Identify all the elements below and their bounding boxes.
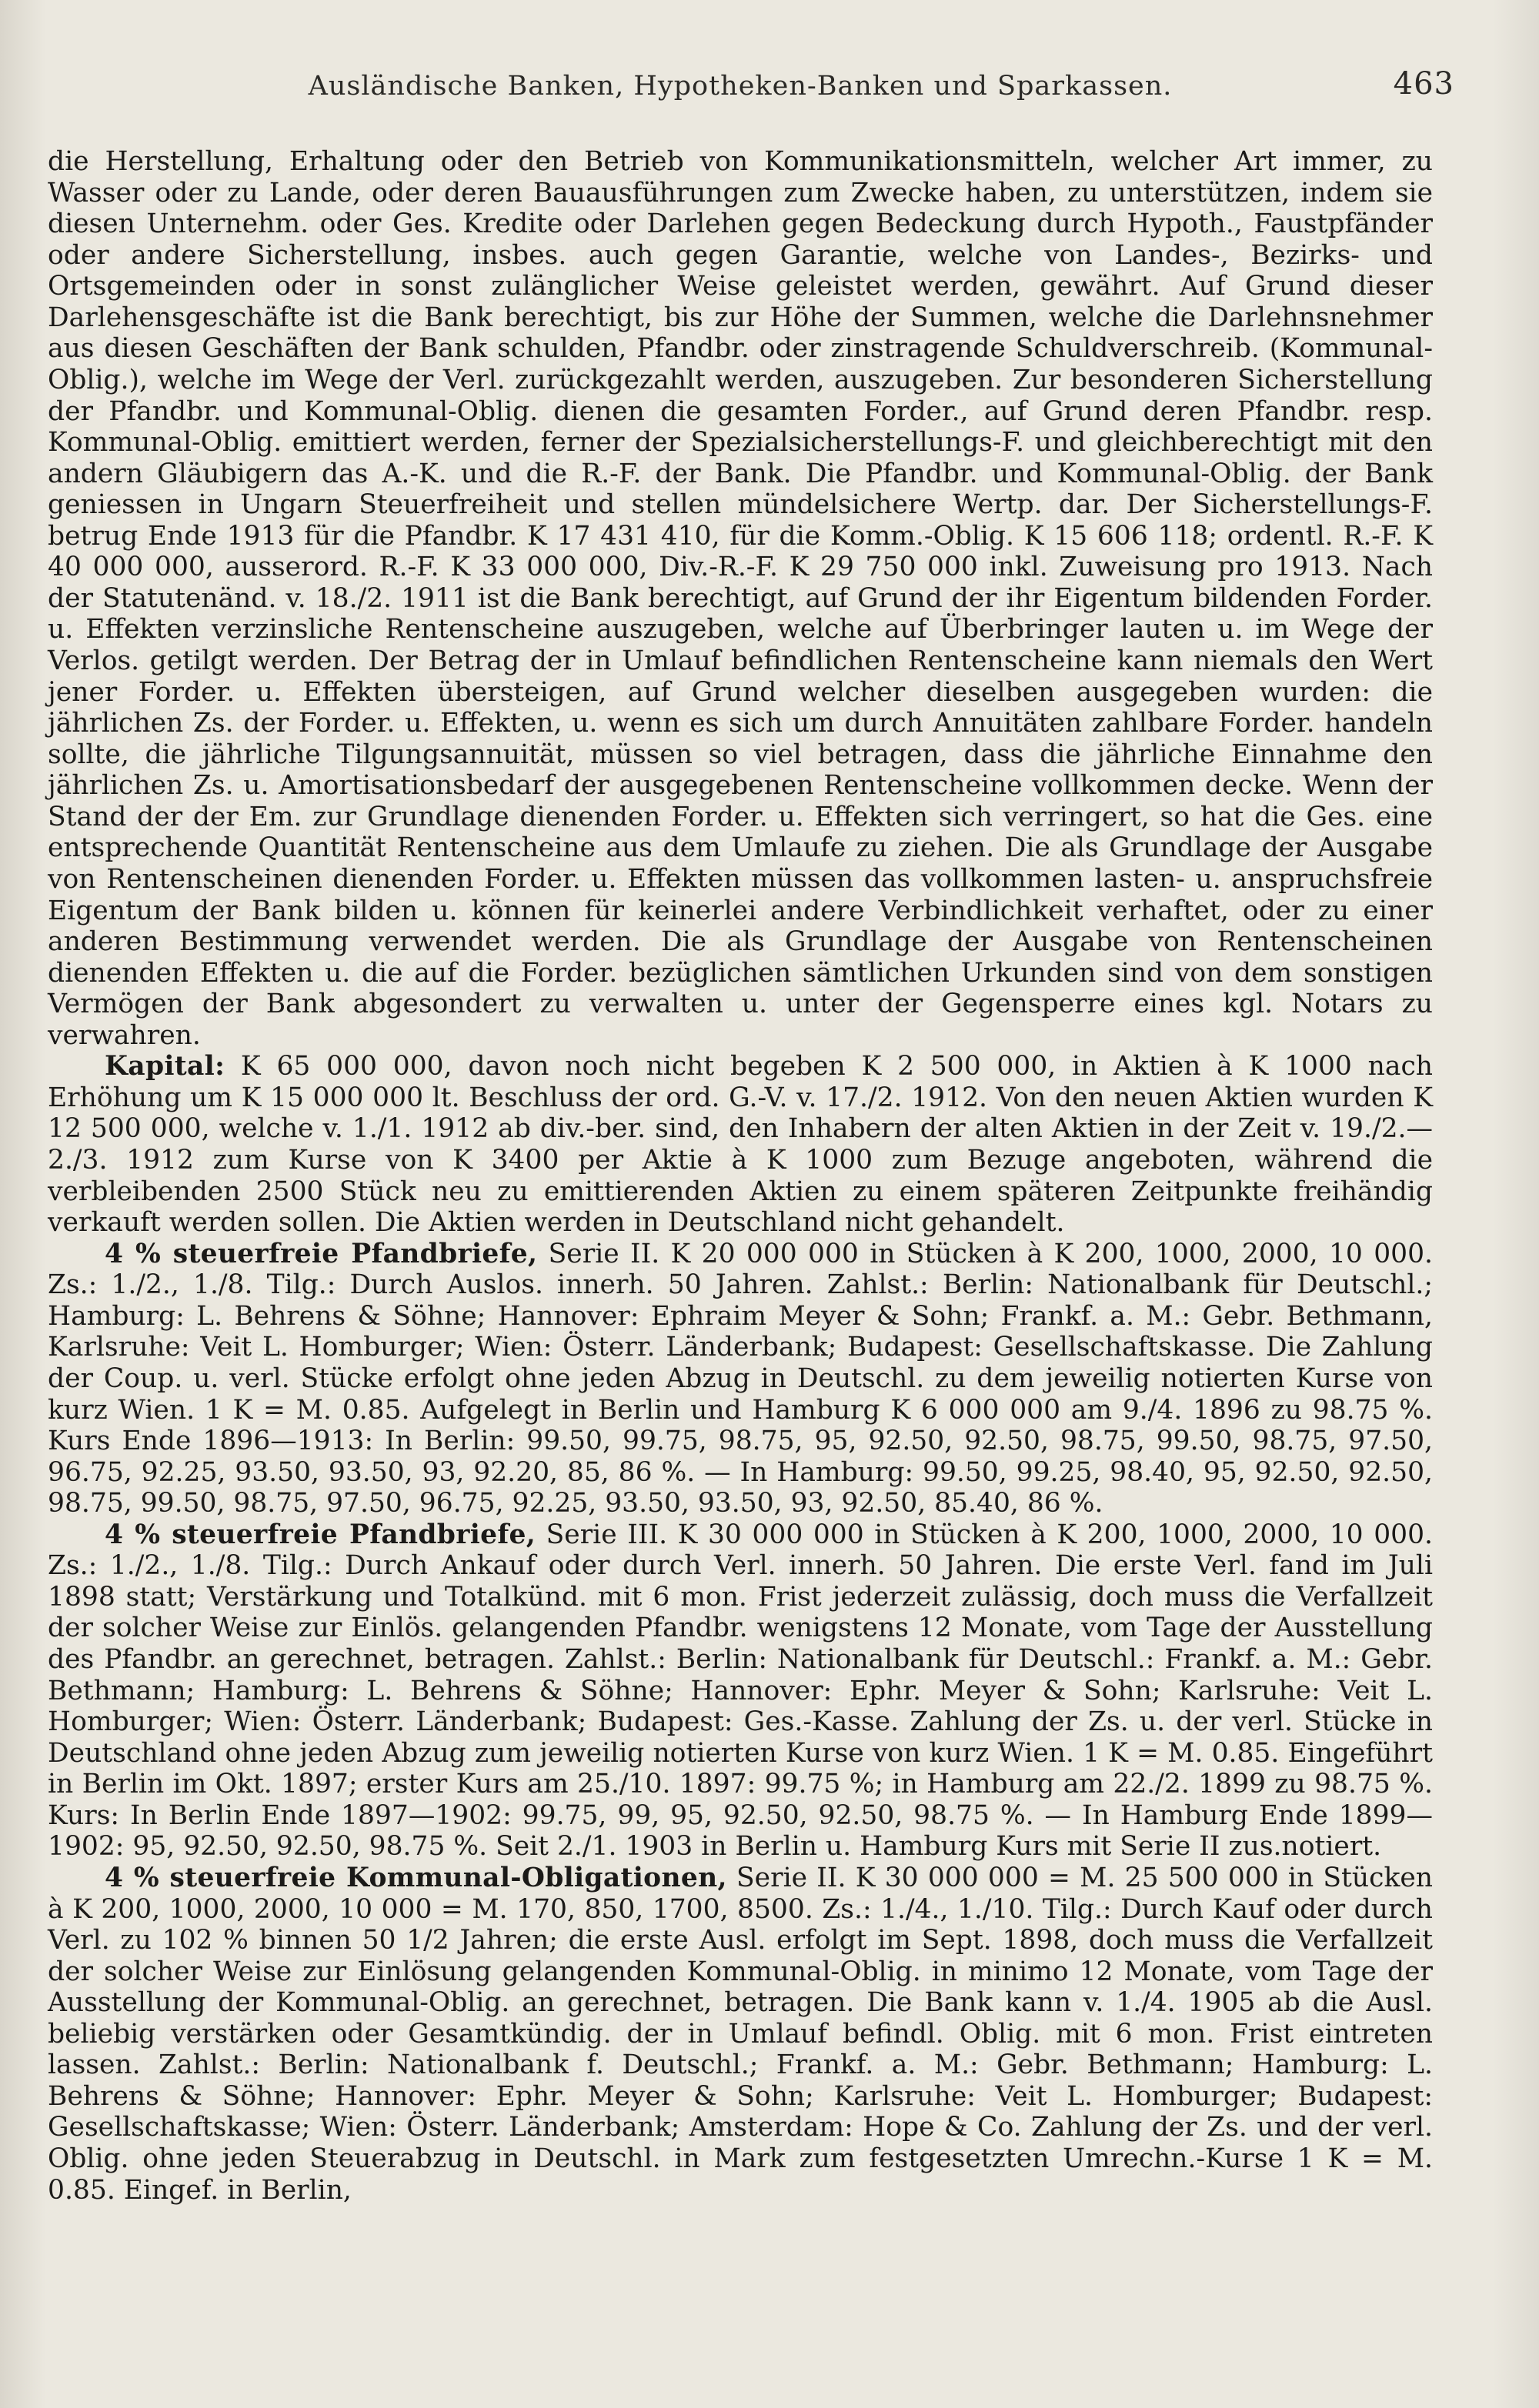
paragraph-lead: 4 % steuerfreie Kommunal-Obligationen,: [105, 1862, 727, 1893]
paragraph-lead: 4 % steuerfreie Pfandbriefe,: [105, 1238, 538, 1269]
body-text: [48, 146, 1433, 2206]
paragraph-text: die Herstellung, Erhaltung oder den Betrieb von Kommunikationsmitteln, welcher Art immer, zu Wasser oder zu Lande, oder deren Bauausführungen zum Zwecke haben, zu unterstützen, indem sie diesen Unternehm. oder Ges. Kredite oder Darlehen gegen Bedeckung durch Hypoth., Faustpfänder oder andere Sicherstellung, insbes. auch gegen Garantie, welche von Landes-, Bezirks- und Ortsgemeinden oder in sonst zulänglicher Weise geleistet werden, gewährt. Auf Grund dieser Darlehensgeschäfte ist die Bank berechtigt, bis zur Höhe der Summen, welche die Darlehnsnehmer aus diesen Geschäften der Bank schulden, Pfandbr. oder zinstragende Schuldverschreib. (Kommunal-Oblig.), welche im Wege der Verl. zurückgezahlt werden, auszugeben. Zur besonderen Sicherstellung der Pfandbr. und Kommunal-Oblig. dienen die gesamten Forder., auf Grund deren Pfandbr. resp. Kommunal-Oblig. emittiert werden, ferner der Spezialsicherstellungs-F. und gleichberechtigt mit den andern Gläubigern das A.-K. und die R.-F. der Bank. Die Pfandbr. und Kommunal-Oblig. der Bank geniessen in Ungarn Steuerfreiheit und stellen mündelsichere Wertp. dar. Der Sicherstellungs-F. betrug Ende 1913 für die Pfandbr. K 17 431 410, für die Komm.-Oblig. K 15 606 118; ordentl. R.-F. K 40 000 000, ausserord. R.-F. K 33 000 000, Div.-R.-F. K 29 750 000 inkl. Zuweisung pro 1913. Nach der Statutenänd. v. 18./2. 1911 ist die Bank berechtigt, auf Grund der ihr Eigentum bildenden Forder. u. Effekten verzinsliche Rentenscheine auszugeben, welche auf Überbringer lauten u. im Wege der Verlos. getilgt werden. Der Betrag der in Umlauf befindlichen Rentenscheine kann niemals den Wert jener Forder. u. Effekten übersteigen, auf Grund welcher dieselben ausgegeben wurden: die jährlichen Zs. der Forder. u. Effekten, u. wenn es sich um durch Annuitäten zahlbare Forder. handeln sollte, die jährliche Tilgungsannuität, müssen so viel betragen, dass die jährliche Einnahme den jährlichen Zs. u. Amortisationsbedarf der ausgegebenen Rentenscheine vollkommen decke. Wenn der Stand der der Em. zur Grundlage dienenden Forder. u. Effekten sich verringert, so hat die Ges. eine entsprechende Quantität Rentenscheine aus dem Umlaufe zu ziehen. Die als Grundlage der Ausgabe von Rentenscheinen dienenden Forder. u. Effekten müssen das vollkommen lasten- u. anspruchsfreie Eigentum der Bank bilden u. können für keinerlei andere Verbindlichkeit verhaftet, oder zu einer anderen Bestimmung verwendet werden. Die als Grundlage der Ausgabe von Rentenscheinen dienenden Effekten u. die auf die Forder. bezüglichen sämtlichen Urkunden sind von dem sonstigen Vermögen der Bank abgesondert zu verwalten u. unter der Gegensperre eines kgl. Notars zu verwahren.: [48, 146, 1433, 1051]
paragraph-text: K 65 000 000, davon noch nicht begeben K 2 500 000, in Aktien à K 1000 nach Erhöhung um K 15 000 000 lt. Beschluss der ord. G.-V. v. 17./2. 1912. Von den neuen Aktien wurden K 12 500 000, welche v. 1./1. 1912 ab div.-ber. sind, den Inhabern der alten Aktien in der Zeit v. 19./2.—2./3. 1912 zum Kurse von K 3400 per Aktie à K 1000 zum Bezuge angeboten, während die verbleibenden 2500 Stück neu zu emittierenden Aktien zu einem späteren Zeitpunkte freihändig verkauft werden sollen. Die Aktien werden in Deutschland nicht gehandelt.: [48, 1051, 1433, 1239]
paragraph-text: Serie II. K 30 000 000 = M. 25 500 000 in Stücken à K 200, 1000, 2000, 10 000 = M. 170, 850, 1700, 8500. Zs.: 1./4., 1./10. Tilg.: Durch Kauf oder durch Verl. zu 102 % binnen 50 1/2 Jahren; die erste Ausl. erfolgt im Sept. 1898, doch muss die Verfallzeit der solcher Weise zur Einlösung gelangenden Kommunal-Oblig. in minimo 12 Monate, vom Tage der Ausstellung der Kommunal-Oblig. an gerechnet, betragen. Die Bank kann v. 1./4. 1905 ab die Ausl. beliebig verstärken oder Gesamtkündig. der in Umlauf befindl. Oblig. mit 6 mon. Frist eintreten lassen. Zahlst.: Berlin: Nationalbank f. Deutschl.; Frankf. a. M.: Gebr. Bethmann; Hamburg: L. Behrens & Söhne; Hannover: Ephr. Meyer & Sohn; Karlsruhe: Veit L. Homburger; Budapest: Gesellschaftskasse; Wien: Österr. Länderbank; Amsterdam: Hope & Co. Zahlung der Zs. und der verl. Oblig. ohne jeden Steuerabzug in Deutschl. in Mark zum festgesetzten Umrechn.-Kurse 1 K = M. 0.85. Eingef. in Berlin,: [48, 1862, 1433, 2206]
page-number: 463: [1393, 66, 1454, 102]
paragraph-kommunal-obligationen: [48, 1863, 1433, 2206]
page-header-title: Ausländische Banken, Hypotheken-Banken und Sparkassen.: [308, 71, 1173, 102]
paragraph-pfandbriefe-serie-3: [48, 1519, 1433, 1863]
paragraph-lead: Kapital:: [105, 1051, 225, 1082]
paragraph-text: Serie II. K 20 000 000 in Stücken à K 200, 1000, 2000, 10 000. Zs.: 1./2., 1./8. Tilg.: Durch Auslos. innerh. 50 Jahren. Zahlst.: Berlin: Nationalbank für Deutschl.; Hamburg: L. Behrens & Söhne; Hannover: Ephraim Meyer & Sohn; Frankf. a. M.: Gebr. Bethmann, Karlsruhe: Veit L. Homburger; Wien: Österr. Länderbank; Budapest: Gesellschaftskasse. Die Zahlung der Coup. u. verl. Stücke erfolgt ohne jeden Abzug in Deutschl. zu dem jeweilig notierten Kurse von kurz Wien. 1 K = M. 0.85. Aufgelegt in Berlin und Hamburg K 6 000 000 am 9./4. 1896 zu 98.75 %. Kurs Ende 1896—1913: In Berlin: 99.50, 99.75, 98.75, 95, 92.50, 92.50, 98.75, 99.50, 98.75, 97.50, 96.75, 92.25, 93.50, 93.50, 93, 92.20, 85, 86 %. — In Hamburg: 99.50, 99.25, 98.40, 95, 92.50, 92.50, 98.75, 99.50, 98.75, 97.50, 96.75, 92.25, 93.50, 93.50, 93, 92.50, 85.40, 86 %.: [48, 1238, 1434, 1519]
paragraph-introduction: [48, 146, 1433, 1051]
paragraph-pfandbriefe-serie-2: [48, 1239, 1433, 1519]
paragraph-kapital: [48, 1051, 1433, 1238]
paragraph-lead: 4 % steuerfreie Pfandbriefe,: [105, 1519, 536, 1550]
running-head: [48, 62, 1454, 115]
paragraph-text: Serie III. K 30 000 000 in Stücken à K 200, 1000, 2000, 10 000. Zs.: 1./2., 1./8. Tilg.: Durch Ankauf oder durch Verl. innerh. 50 Jahren. Die erste Verl. fand im Juli 1898 statt; Verstärkung und Totalkünd. mit 6 mon. Frist jederzeit zulässig, doch muss die Verfallzeit der solcher Weise zur Einlös. gelangenden Pfandbr. wenigstens 12 Monate, vom Tage der Ausstellung des Pfandbr. an gerechnet, betragen. Zahlst.: Berlin: Nationalbank für Deutschl.: Frankf. a. M.: Gebr. Bethmann; Hamburg: L. Behrens & Söhne; Hannover: Ephr. Meyer & Sohn; Karlsruhe: Veit L. Homburger; Wien: Österr. Länderbank; Budapest: Ges.-Kasse. Zahlung der Zs. u. der verl. Stücke in Deutschland ohne jeden Abzug zum jeweilig notierten Kurse von kurz Wien. 1 K = M. 0.85. Eingeführt in Berlin im Okt. 1897; erster Kurs am 25./10. 1897: 99.75 %; in Hamburg am 22./2. 1899 zu 98.75 %. Kurs: In Berlin Ende 1897—1902: 99.75, 99, 95, 92.50, 92.50, 98.75 %. — In Hamburg Ende 1899—1902: 95, 92.50, 92.50, 98.75 %. Seit 2./1. 1903 in Berlin u. Hamburg Kurs mit Serie II zus.notiert.: [48, 1519, 1434, 1863]
